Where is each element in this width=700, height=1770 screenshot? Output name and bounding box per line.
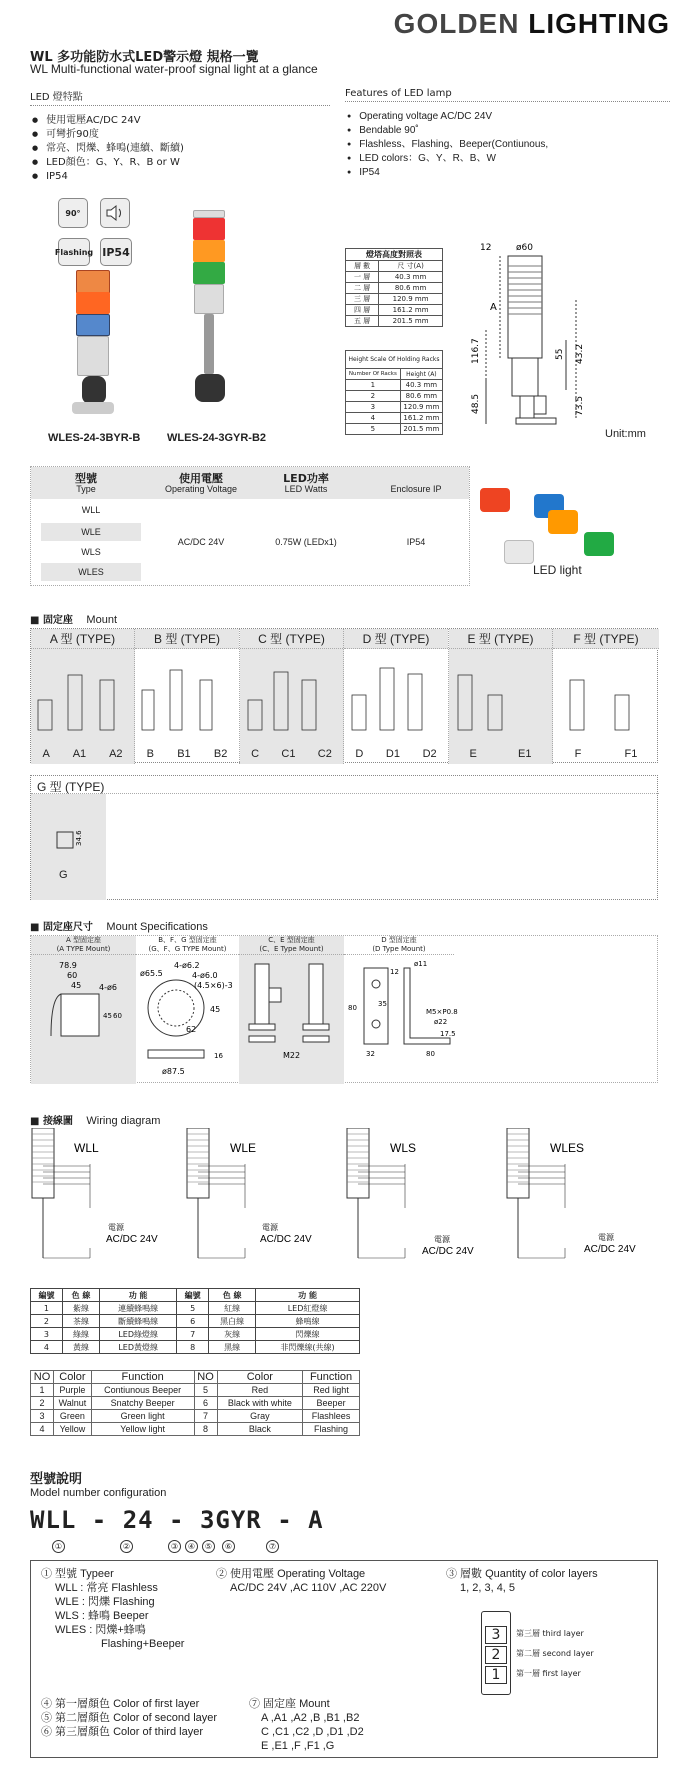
feature-item: ● 可彎折90度 [32,128,330,142]
feature-item: ● IP54 [32,170,330,184]
svg-text:電源: 電源 [434,1235,450,1244]
svg-text:AC/DC 24V: AC/DC 24V [422,1246,474,1257]
table-row: 3 Green Green light 7 Gray Flashlees [31,1410,360,1423]
code-markers: ① ② ③ ④ ⑤ ⑥ ⑦ [52,1540,292,1556]
feature-item: ● LED顏色：G、Y、R、B or W [32,156,330,170]
svg-text:35: 35 [378,1000,387,1008]
svg-text:62: 62 [186,1025,197,1034]
layer-tower: 3 2 1 [481,1611,511,1695]
svg-text:55: 55 [555,348,565,360]
dimension-drawing [470,240,660,440]
table-row: 4 161.2 mm [346,413,443,424]
wire-table-en: NO Color Function NO Color Function 1 Purple Contiunous Beeper 5 Red Red light 2 Walnut Snatchy Beeper 6 Black with white Beeper 3 Green Green light 7 Gray Flashlees 4 Yellow Yellow light 8 Black Flashing [30,1370,360,1436]
svg-text:78.9: 78.9 [59,961,77,970]
feature-item: ● Operating voltage AC/DC 24V [347,110,670,124]
svg-text:12: 12 [390,968,399,976]
wire-table-zh: 編號 色 線 功 能 編號 色 線 功 能 1 紫線 連續蜂鳴線 5 紅線 LED紅燈線 2 茶線 斷續蜂鳴線 6 黑白線 蜂鳴線 3 綠線 LED綠燈線 7 灰線 閃爍線 4 黃線 LED黃燈線 8 黑線 非閃爍線(共線) [30,1288,360,1354]
svg-text:17.5: 17.5 [440,1030,456,1038]
svg-text:ø65.5: ø65.5 [140,969,163,978]
table-row: 4 Yellow Yellow light 8 Black Flashing [31,1423,360,1436]
table-row: 3 綠線 LED綠燈線 7 灰線 閃爍線 [31,1328,360,1341]
svg-text:AC/DC 24V: AC/DC 24V [584,1244,636,1255]
mount-spec-grid: A 型固定座 (A TYPE Mount) B、F、G 型固定座 (G、F、G TYPE Mount) C、E 型固定座 (C、E Type Mount) D 型固定座 (D Type Mount) 78.9 60 45 4-ø6 45 60 4-ø6.2 ø65.5 4-ø6.0 (4.5×6)-3 45 62 16 ø87.5 M22 12 ø11 35 80 M5×P0.8 ø22 17.5 32 80 [30,935,658,1083]
mount-spec-heading: ■ 固定座尺寸 Mount Specifications [30,921,208,933]
led-module-yellow [548,510,578,534]
svg-text:WLE: WLE [230,1141,257,1155]
svg-text:ø60: ø60 [516,243,533,253]
config-box: ① 型號 Typeer WLL : 常亮 Flashless WLE : 閃爍 Flashing WLS : 蜂鳴 Beeper WLES : 閃爍+蜂鳴 Flashing+Beeper ② 使用電壓 Operating Voltage AC/DC 24V ,AC 110V ,AC 220V ③ 層數 Quantity of color layers 1, 2, 3, 4, 5 3 2 1 第三層 third layer 第二層 second layer 第一層 first layer ④ 第一層顏色 Color of first layer ⑤ 第二層顏色 Color of second layer ⑥ 第三層顏色 Color of third layer ⑦ 固定座 Mount A ,A1 ,A2 ,B ,B1 ,B2 C ,C1 ,C2 ,D ,D1 ,D2 E ,E1 ,F ,F1 ,G [30,1560,658,1758]
led-light-label: LED light [533,563,582,577]
spec-table: 型號 Type 使用電壓 Operating Voltage LED功率 LED Watts Enclosure IP WLL WLE WLS WLES AC/DC 24V 0.75W (LEDx1) IP54 [30,466,470,586]
mount-type-f: F 型 (TYPE) F F1 [553,629,659,764]
led-module-white [504,540,534,564]
features-en-heading: Features of LED lamp [345,88,670,102]
table-row: 2 80.6 mm [346,391,443,402]
svg-text:4-ø6.2: 4-ø6.2 [174,961,200,970]
svg-text:AC/DC 24V: AC/DC 24V [260,1234,312,1245]
model-right: WLES-24-3GYR-B2 [167,432,267,444]
feature-item: ● 常亮、閃爍、蜂鳴(連續、斷續) [32,142,330,156]
product-tower-left [70,270,116,430]
svg-text:AC/DC 24V: AC/DC 24V [106,1234,158,1245]
svg-text:48.5: 48.5 [471,393,481,414]
wiring-heading: ■ 接線圖 Wiring diagram [30,1115,161,1127]
svg-text:60: 60 [113,1012,122,1020]
mount-type-g: G 型 (TYPE) 34.6 G [30,775,658,900]
speaker-icon [100,198,130,228]
height-table-zh: 燈塔高度對照表 層 數 尺 寸(A) 一 層 40.3 mm 二 層 80.6 mm 三 層 120.9 mm 四 層 161.2 mm 五 層 201.5 mm [345,248,443,327]
feature-item: ● IP54 [347,166,670,180]
ip54-icon: IP54 [100,238,132,266]
svg-text:32: 32 [366,1050,375,1058]
brand-logo: GOLDEN LIGHTING [393,8,670,39]
config-type: ① 型號 Typeer WLL : 常亮 Flashless WLE : 閃爍 Flashing WLS : 蜂鳴 Beeper WLES : 閃爍+蜂鳴 Flashing+Beeper [41,1568,185,1650]
table-row: 4 黃線 LED黃燈線 8 黑線 非閃爍線(共線) [31,1341,360,1354]
table-row: 3 120.9 mm [346,402,443,413]
unit-label: Unit:mm [605,428,646,440]
svg-text:WLES: WLES [550,1141,585,1155]
table-row: 5 201.5 mm [346,424,443,435]
config-colors: ④ 第一層顏色 Color of first layer ⑤ 第二層顏色 Color of second layer ⑥ 第三層顏色 Color of third layer [41,1698,218,1738]
table-row: 二 層 80.6 mm [346,283,443,294]
features-zh-heading: LED 燈特點 [30,88,330,106]
height-table-en: Height Scale Of Holding Racks Number Of Racks Height (A) 1 40.3 mm 2 80.6 mm 3 120.9 mm 4 161.2 mm 5 201.5 mm [345,350,443,435]
feature-item: ● Bendable 90˚ [347,124,670,138]
config-heading-en: Model number configuration [30,1487,167,1499]
product-tower-right [187,210,233,430]
feature-item: ● 使用電壓AC/DC 24V [32,114,330,128]
bend-icon: 90° [58,198,88,228]
page-title-en: WL Multi-functional water-proof signal light at a glance [30,62,318,76]
table-row: 1 紫線 連續蜂鳴線 5 紅線 LED紅燈線 [31,1302,360,1315]
a-mount-drawing [31,958,136,1082]
mount-heading: ■ 固定座 Mount [30,614,117,626]
mount-type-c: C 型 (TYPE) C C1 C2 [240,629,344,764]
c-mount-drawing [239,958,344,1082]
d-mount-drawing [344,958,474,1082]
svg-text:34.6: 34.6 [75,830,83,846]
svg-text:60: 60 [67,971,78,980]
svg-text:ø22: ø22 [434,1018,448,1026]
mount-type-b: B 型 (TYPE) B B1 B2 [135,629,240,764]
svg-text:WLS: WLS [390,1141,417,1155]
table-row: 五 層 201.5 mm [346,316,443,327]
table-row: 四 層 161.2 mm [346,305,443,316]
table-row: 2 Walnut Snatchy Beeper 6 Black with white Beeper [31,1397,360,1410]
mount-type-d: D 型 (TYPE) D D1 D2 [344,629,449,764]
table-row: 一 層 40.3 mm [346,272,443,283]
mount-type-e: E 型 (TYPE) E E1 [449,629,553,764]
svg-text:80: 80 [426,1050,435,1058]
svg-text:116.7: 116.7 [471,338,481,364]
feature-item: ● Flashless、Flashing、Beeper(Contiunous, [347,138,670,152]
svg-text:73.5: 73.5 [575,395,585,416]
svg-text:M5×P0.8: M5×P0.8 [426,1008,458,1016]
config-mount: ⑦ 固定座 Mount A ,A1 ,A2 ,B ,B1 ,B2 C ,C1 ,C2 ,D ,D1 ,D2 E ,E1 ,F ,F1 ,G [249,1698,364,1752]
led-module-green [584,532,614,556]
svg-text:M22: M22 [283,1051,301,1060]
table-row: 1 40.3 mm [346,380,443,391]
b-mount-drawing [136,958,239,1082]
svg-text:電源: 電源 [262,1223,278,1232]
svg-text:(4.5×6)-3: (4.5×6)-3 [194,981,233,990]
svg-text:80: 80 [348,1004,357,1012]
svg-text:WLL: WLL [74,1141,99,1155]
svg-text:電源: 電源 [108,1223,124,1232]
table-row: 三 層 120.9 mm [346,294,443,305]
wiring-diagrams [30,1128,670,1288]
svg-text:A: A [490,302,497,313]
features-en [345,88,670,180]
mount-sketches [30,650,658,745]
table-row: 2 茶線 斷續蜂鳴線 6 黑白線 蜂鳴線 [31,1315,360,1328]
svg-text:4-ø6.0: 4-ø6.0 [192,971,218,980]
page-title-zh: WL 多功能防水式LED警示燈 規格一覽 [30,50,259,65]
svg-text:45: 45 [71,981,82,990]
svg-text:ø11: ø11 [414,960,428,968]
svg-text:電源: 電源 [598,1233,614,1242]
features-zh [30,88,330,184]
flashing-icon: Flashing [58,238,90,266]
svg-text:43.2: 43.2 [575,343,585,364]
model-left: WLES-24-3BYR-B [48,432,141,444]
led-module-red [480,488,510,512]
config-heading-zh: 型號說明 [30,1472,83,1487]
svg-text:ø87.5: ø87.5 [162,1067,185,1076]
svg-text:4-ø6: 4-ø6 [99,983,117,992]
svg-text:12: 12 [480,243,492,253]
config-voltage: ② 使用電壓 Operating Voltage AC/DC 24V ,AC 110V ,AC 220V [216,1568,387,1594]
config-layers: ③ 層數 Quantity of color layers 1, 2, 3, 4, 5 [446,1568,598,1594]
table-row: 1 Purple Contiunous Beeper 5 Red Red light [31,1384,360,1397]
model-code: WLL - 24 - 3GYR - A [30,1506,324,1534]
svg-text:16: 16 [214,1052,223,1060]
mount-type-a: A 型 (TYPE) A A1 A2 [31,629,135,764]
svg-text:45: 45 [103,1012,112,1020]
svg-text:45: 45 [210,1005,221,1014]
feature-item: ● LED colors：G、Y、R、B、W [347,152,670,166]
